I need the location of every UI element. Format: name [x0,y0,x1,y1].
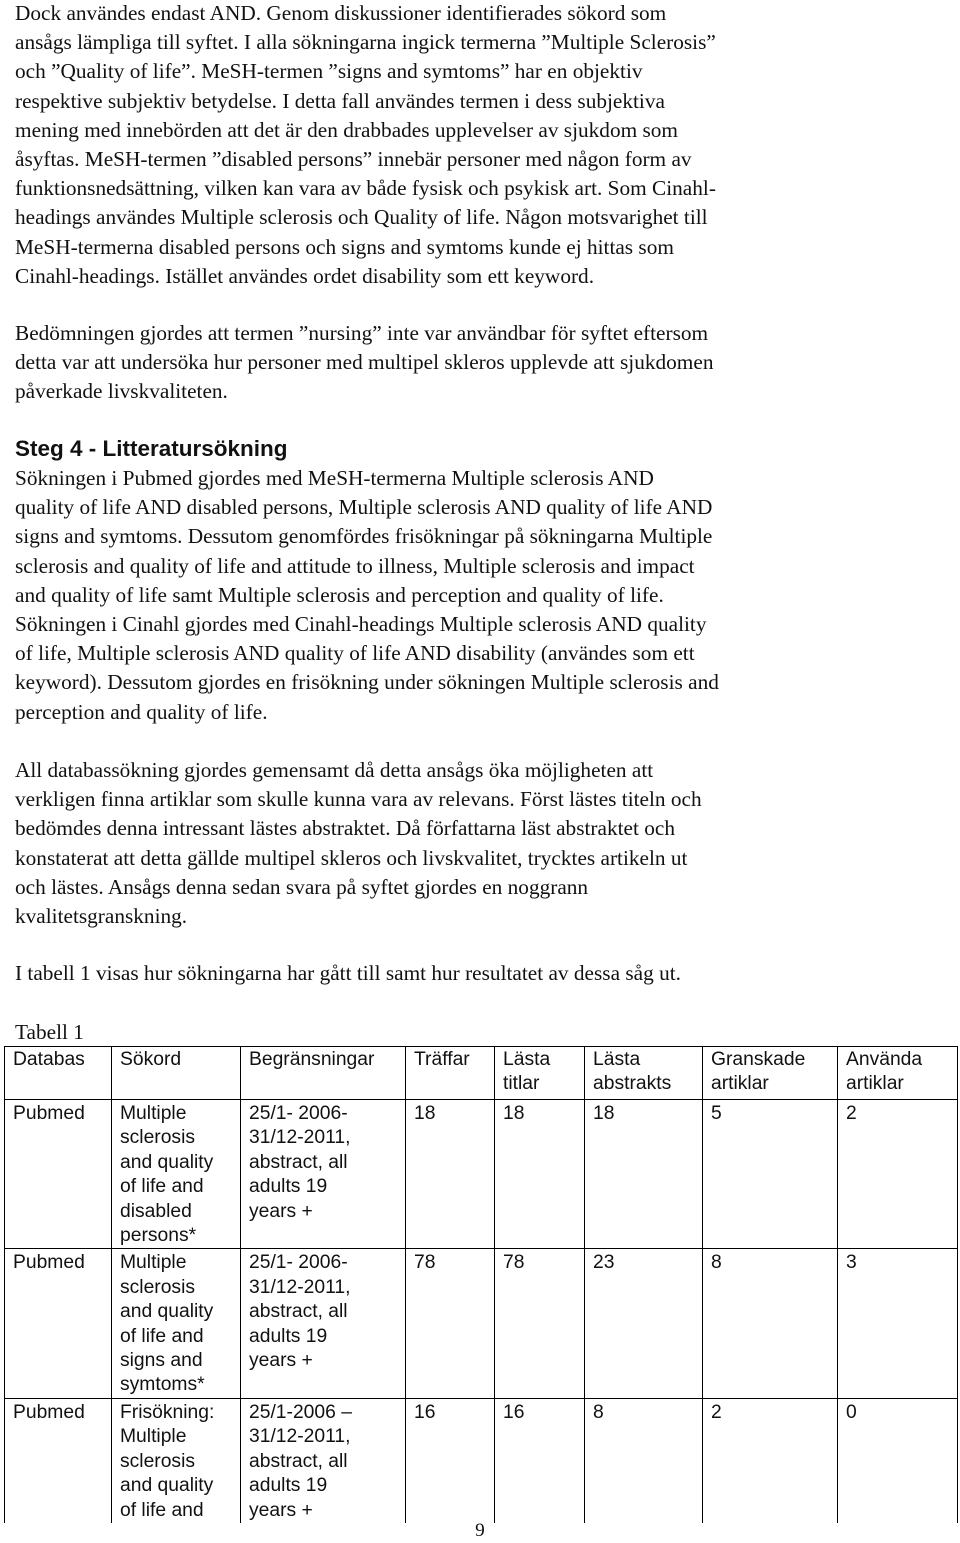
cell-text: Pubmed [13,1252,85,1274]
cell-text: symtoms* [120,1374,205,1396]
header-text: Träffar [414,1049,470,1070]
cell-text: 25/1-2006 – [249,1401,352,1423]
paragraph-nursing-assessment [15,319,713,407]
text-line: Dock användes endast AND. Genom diskussioner identifierades sökord som [15,1,667,25]
cell-text: sclerosis [120,1276,195,1298]
text-line: Cinahl-headings. Istället användes ordet disability som ett keyword. [15,263,595,288]
cell-text: Multiple [120,1103,187,1124]
cell-text: 16 [414,1401,436,1423]
cell-text: 18 [593,1103,615,1124]
text-line: and quality of life samt Multiple sclerosis and perception and quality of life. [15,582,664,607]
header-text: artiklar [846,1073,904,1095]
text-line: åsyftas. MeSH-termen ”disabled persons” innebär personer med någon form av [15,147,692,172]
text-line: headings användes Multiple sclerosis och Quality of life. Någon motsvarighet till [15,205,708,230]
cell-text: 25/1- 2006- [249,1252,348,1274]
header-traffar [406,1047,495,1100]
header-anvanda-artiklar [838,1047,958,1100]
cell-lasta-titlar [495,1249,585,1398]
cell-databas [5,1398,112,1523]
cell-text: signs and [120,1350,203,1372]
cell-traffar [406,1100,495,1249]
header-sokord [112,1047,241,1100]
cell-begransningar [241,1100,406,1249]
cell-text: of life and [120,1499,204,1521]
cell-text: disabled [120,1200,192,1222]
header-text: abstrakts [593,1073,672,1095]
text-line: och lästes. Ansågs denna sedan svara på syftet gjordes en noggrann [15,874,589,899]
cell-text: Multiple [120,1252,187,1274]
header-text: Sökord [120,1049,182,1070]
text-line: detta var att undersöka hur personer med multipel skleros upplevde att sjukdomen [15,350,714,375]
text-line: mening med innebörden att det är den drabbades upplevelser av sjukdom som [15,117,678,142]
table-row [5,1249,958,1398]
text-line: quality of life AND disabled persons, Multiple sclerosis AND quality of life AND [15,495,713,520]
cell-text: 2 [846,1103,857,1124]
header-text: Använda [846,1049,923,1070]
cell-text: 18 [503,1103,525,1124]
cell-lasta-titlar [495,1100,585,1249]
text-line: All databassökning gjordes gemensamt då detta ansågs öka möjligheten att [15,758,654,782]
text-line: sclerosis and quality of life and attitude to illness, Multiple sclerosis and impact [15,553,695,578]
text-line: konstaterat att detta gällde multipel skleros och livskvalitet, trycktes artikeln ut [15,845,688,870]
cell-text: 25/1- 2006- [249,1103,348,1124]
cell-text: Pubmed [13,1401,85,1423]
cell-text: of life and [120,1176,204,1198]
cell-text: of life and [120,1325,204,1347]
cell-text: and quality [120,1301,214,1323]
search-results-table [4,1046,958,1523]
cell-text: adults 19 [249,1325,328,1347]
table-row [5,1398,958,1523]
cell-text: sclerosis [120,1127,195,1149]
table-caption: Tabell 1 [15,1020,84,1044]
cell-text: 8 [711,1252,722,1274]
cell-text: years + [249,1499,313,1521]
cell-sokord [112,1249,241,1398]
cell-text: Multiple [120,1426,187,1448]
cell-text: and quality [120,1475,214,1497]
text-line: of life, Multiple sclerosis AND quality of life AND disability (användes som ett [15,641,695,666]
text-line: kvalitetsgranskning. [15,904,188,929]
cell-text: adults 19 [249,1475,328,1497]
cell-text: 2 [711,1401,722,1423]
header-text: Begränsningar [249,1049,375,1070]
text-line: funktionsnedsättning, vilken kan vara av både fysisk och psykisk art. Som Cinahl- [15,176,716,201]
cell-text: 31/12-2011, [249,1426,351,1448]
cell-traffar [406,1249,495,1398]
text-line: Bedömningen gjordes att termen ”nursing” inte var användbar för syftet eftersom [15,321,709,345]
table-header-row [5,1047,958,1100]
paragraph-search-terms [15,0,716,291]
cell-text: abstract, all [249,1301,348,1323]
cell-anvanda [838,1249,958,1398]
cell-text: 3 [846,1252,857,1274]
header-text: Lästa [503,1049,551,1070]
header-text: Databas [13,1049,85,1070]
cell-granskade [703,1398,838,1523]
text-line: ansågs lämpliga till syftet. I alla sökningarna ingick termerna ”Multiple Sclerosis” [15,30,716,55]
cell-lasta-titlar [495,1398,585,1523]
cell-text: 16 [503,1401,525,1423]
cell-granskade [703,1249,838,1398]
header-text: artiklar [711,1073,769,1095]
cell-text: 78 [503,1252,525,1274]
text-line: perception and quality of life. [15,699,268,724]
cell-begransningar [241,1249,406,1398]
cell-text: sclerosis [120,1450,195,1472]
cell-text: 78 [414,1252,436,1274]
cell-text: 5 [711,1103,722,1124]
cell-anvanda [838,1398,958,1523]
paragraph-search-description [15,464,719,727]
cell-text: 8 [593,1401,604,1423]
table-row [5,1100,958,1249]
header-text: Lästa [593,1049,641,1070]
text-line: verkligen finna artiklar som skulle kunna vara av relevans. Först lästes titeln och [15,787,702,812]
cell-text: adults 19 [249,1176,328,1198]
cell-text: years + [249,1200,313,1222]
cell-text: Frisökning: [120,1401,215,1423]
cell-text: 18 [414,1103,436,1124]
text-line: respektive subjektiv betydelse. I detta fall användes termen i dess subjektiva [15,88,665,113]
cell-text: persons* [120,1225,197,1247]
cell-lasta-abstrakts [585,1398,703,1523]
cell-lasta-abstrakts [585,1249,703,1398]
text-line: Sökningen i Cinahl gjordes med Cinahl-headings Multiple sclerosis AND quality [15,612,707,637]
header-text: Granskade [711,1049,806,1070]
text-line: bedömdes denna intressant lästes abstraktet. Då författarna läst abstraktet och [15,816,675,841]
cell-anvanda [838,1100,958,1249]
text-line: och ”Quality of life”. MeSH-termen ”signs and symtoms” har en objektiv [15,59,643,84]
cell-text: 31/12-2011, [249,1276,351,1298]
paragraph-table-intro [15,959,681,988]
cell-text: years + [249,1350,313,1372]
cell-text: abstract, all [249,1450,348,1472]
page-number: 9 [475,1520,485,1541]
header-lasta-titlar [495,1047,585,1100]
cell-sokord [112,1398,241,1523]
cell-databas [5,1100,112,1249]
cell-text: 0 [846,1401,857,1423]
cell-text: 23 [593,1252,615,1274]
header-databas [5,1047,112,1100]
cell-text: and quality [120,1151,214,1173]
text-line: I tabell 1 visas hur sökningarna har gått till samt hur resultatet av dessa såg ut. [15,961,681,985]
header-granskade-artiklar [703,1047,838,1100]
text-line: signs and symtoms. Dessutom genomfördes frisökningar på sökningarna Multiple [15,524,713,549]
paragraph-review-process [15,756,702,931]
cell-sokord [112,1100,241,1249]
cell-granskade [703,1100,838,1249]
cell-databas [5,1249,112,1398]
text-line: påverkade livskvaliteten. [15,379,228,404]
cell-text: Pubmed [13,1103,85,1124]
header-text: titlar [503,1073,540,1095]
cell-lasta-abstrakts [585,1100,703,1249]
header-begransningar [241,1047,406,1100]
cell-traffar [406,1398,495,1523]
cell-begransningar [241,1398,406,1523]
section-heading: Steg 4 - Litteratursökning [15,436,288,461]
cell-text: 31/12-2011, [249,1127,351,1149]
header-lasta-abstrakts [585,1047,703,1100]
cell-text: abstract, all [249,1151,348,1173]
text-line: keyword). Dessutom gjordes en frisökning under sökningen Multiple sclerosis and [15,670,719,695]
text-line: MeSH-termerna disabled persons och signs and symtoms kunde ej hittas som [15,234,674,259]
text-line: Sökningen i Pubmed gjordes med MeSH-termerna Multiple sclerosis AND [15,466,654,490]
